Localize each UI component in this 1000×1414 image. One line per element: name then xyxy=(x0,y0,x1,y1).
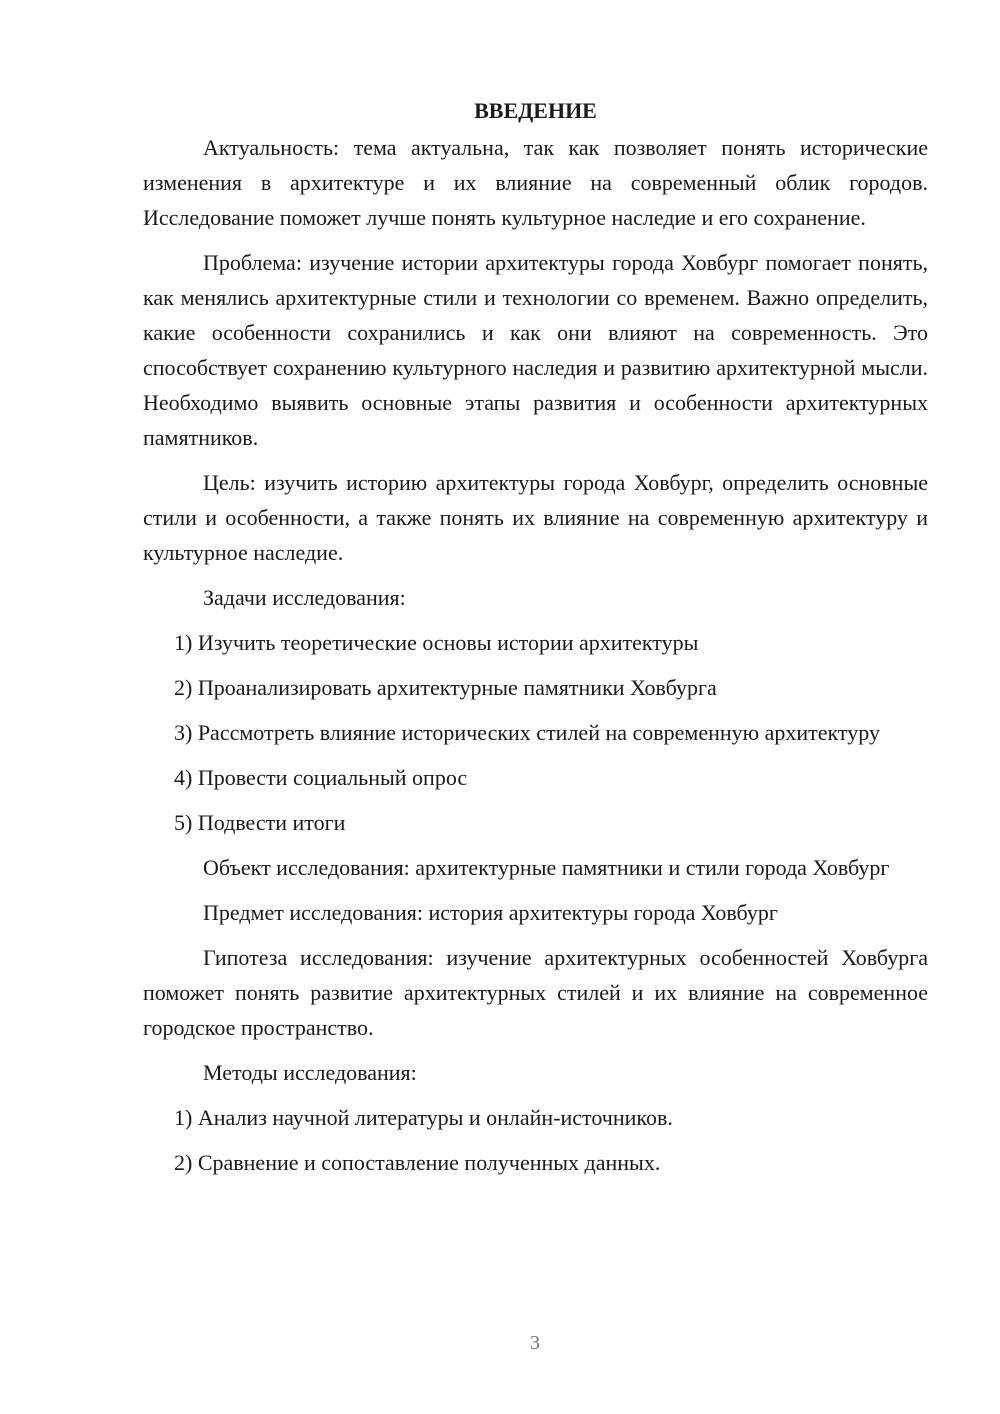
task-item: 5) Подвести итоги xyxy=(174,810,346,835)
methods-heading: Методы исследования: xyxy=(203,1060,417,1085)
hypothesis-paragraph: Гипотеза исследования: изучение архитектурных особенностей Ховбурга поможет понять развитие архитектурных стилей и их влияние на современное городское пространство. xyxy=(143,945,928,1040)
method-item: 1) Анализ научной литературы и онлайн-источников. xyxy=(174,1105,673,1130)
task-item: 2) Проанализировать архитектурные памятники Ховбурга xyxy=(174,675,717,700)
task-item: 3) Рассмотреть влияние исторических стилей на современную архитектуру xyxy=(174,720,880,745)
goal-paragraph: Цель: изучить историю архитектуры города Ховбург, определить основные стили и особенности, а также понять их влияние на современную архитектуру и культурное наследие. xyxy=(143,470,928,565)
page-number: 3 xyxy=(530,1332,540,1354)
relevance-paragraph: Актуальность: тема актуальна, так как позволяет понять исторические изменения в архитектуре и их влияние на современный облик городов. Исследование поможет лучше понять культурное наследие и его сохранение. xyxy=(143,135,928,230)
tasks-heading: Задачи исследования: xyxy=(203,585,406,610)
task-item: 1) Изучить теоретические основы истории архитектуры xyxy=(174,630,699,655)
section-heading: ВВЕДЕНИЕ xyxy=(474,98,597,123)
subject-paragraph: Предмет исследования: история архитектуры города Ховбург xyxy=(203,900,778,925)
object-paragraph: Объект исследования: архитектурные памятники и стили города Ховбург xyxy=(203,855,890,880)
document-page xyxy=(143,93,928,1190)
method-item: 2) Сравнение и сопоставление полученных данных. xyxy=(174,1150,661,1175)
problem-paragraph: Проблема: изучение истории архитектуры города Ховбург помогает понять, как менялись архитектурные стили и технологии со временем. Важно определить, какие особенности сохранились и как они влияют на современность. Это способствует сохранению культурного наследия и развитию архитектурной мысли. Необходимо выявить основные этапы развития и особенности архитектурных памятников. xyxy=(143,250,928,450)
task-item: 4) Провести социальный опрос xyxy=(174,765,468,790)
